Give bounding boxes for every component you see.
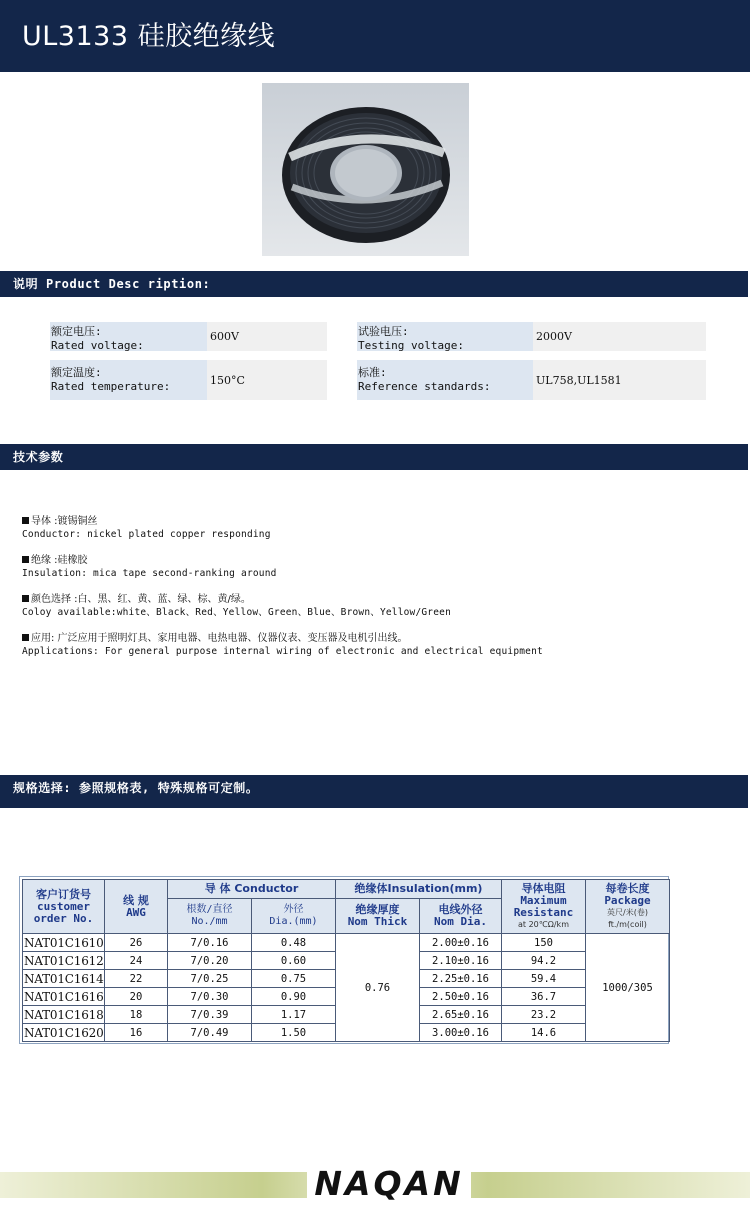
cell-strands: 7/0.16: [168, 934, 252, 952]
cell-odia: 2.00±0.16: [420, 934, 502, 952]
section-header-description: 说明 Product Desc ription:: [0, 271, 748, 297]
header-conductor: 导 体 Conductor: [168, 880, 336, 899]
param-zh: 应用: 广泛应用于照明灯具、家用电器、电热电器、仪器仪表、变压器及电机引出线。: [31, 633, 408, 644]
header-text: Nom Thick: [347, 915, 408, 928]
spec-value-reference-standards: UL758,UL1581: [533, 360, 706, 400]
param-colors: [22, 593, 543, 619]
cell-order: NAT01C1618: [24, 1007, 104, 1022]
spec-label-rated-temperature: [50, 360, 207, 400]
parameter-list: [22, 515, 543, 671]
bullet-square-icon: [22, 556, 29, 563]
cell-awg: 16: [105, 1024, 168, 1042]
cell-awg: 20: [105, 988, 168, 1006]
spec-label-zh: 额定温度:: [51, 366, 102, 379]
header-text: customer: [37, 899, 90, 913]
spec-label-en: Rated voltage:: [51, 339, 144, 352]
logo-wordmark: NAQAN: [314, 1164, 464, 1202]
section-header-selection: 规格选择: 参照规格表, 特殊规格可定制。: [0, 775, 748, 808]
header-text: Resistanc: [513, 905, 574, 919]
header-package: [586, 880, 670, 934]
header-text: No./mm: [191, 916, 228, 927]
header-order-no: [23, 880, 105, 934]
param-en: Applications: For general purpose internal wiring of electronic and electrical equipment: [22, 646, 543, 657]
header-text: 客户订货号: [36, 887, 91, 901]
header-text: 导体电阻: [521, 881, 566, 895]
cell-strands: 7/0.30: [168, 988, 252, 1006]
param-en: Insulation: mica tape second-ranking around: [22, 568, 277, 579]
cell-order: NAT01C1610: [24, 935, 104, 950]
cell-resistance: 94.2: [502, 952, 586, 970]
spec-table: [22, 879, 670, 1042]
header-text: 英尺/米(卷): [607, 907, 648, 917]
spec-table-frame: [19, 876, 669, 1044]
spec-value-rated-voltage: 600V: [207, 322, 327, 351]
cell-odia: 2.50±0.16: [420, 988, 502, 1006]
cell-dia: 0.90: [252, 988, 336, 1006]
cell-order: NAT01C1614: [24, 971, 104, 986]
spec-label-en: Reference standards:: [358, 380, 491, 393]
spec-label-en: Testing voltage:: [358, 339, 464, 352]
bullet-square-icon: [22, 517, 29, 524]
spec-value-testing-voltage: 2000V: [533, 322, 706, 351]
param-zh: 导体 :镀锡铜丝: [31, 516, 98, 527]
cell-dia: 0.48: [252, 934, 336, 952]
cell-awg: 24: [105, 952, 168, 970]
spec-value-rated-temperature: 150°C: [207, 360, 327, 400]
param-applications: [22, 632, 543, 658]
wire-coil-image: [262, 83, 469, 256]
header-text: ft./m(coil): [608, 919, 647, 929]
header-text: 线 规: [123, 893, 149, 907]
cell-awg: 22: [105, 970, 168, 988]
cell-resistance: 23.2: [502, 1006, 586, 1024]
naqan-logo-icon: [312, 1162, 467, 1202]
header-insulation: 绝缘体Insulation(mm): [336, 880, 502, 899]
header-text: 绝缘厚度: [355, 903, 400, 916]
cell-resistance: 14.6: [502, 1024, 586, 1042]
param-en: Coloy available:white、Black、Red、Yellow、Green、Blue、Brown、Yellow/Green: [22, 607, 451, 618]
header-nom-thick: [336, 899, 420, 934]
table-row: [23, 934, 670, 952]
spec-label-en: Rated temperature:: [51, 380, 171, 393]
param-zh: 颜色选择 :白、黑、红、黄、蓝、绿、棕、黄/绿。: [31, 594, 251, 605]
spec-label-zh: 试验电压:: [358, 325, 409, 338]
spec-label-reference-standards: [357, 360, 533, 400]
header-text: 外径: [283, 904, 304, 915]
header-text: Dia.(mm): [269, 916, 318, 927]
bullet-square-icon: [22, 595, 29, 602]
cell-strands: 7/0.49: [168, 1024, 252, 1042]
spec-label-zh: 标准:: [358, 366, 387, 379]
param-zh: 绝缘 :硅橡胶: [31, 555, 88, 566]
param-conductor: [22, 515, 543, 541]
header-text: AWG: [126, 905, 146, 919]
cell-order: NAT01C1612: [24, 953, 104, 968]
cell-dia: 0.60: [252, 952, 336, 970]
header-text: Nom Dia.: [434, 915, 487, 928]
cell-odia: 2.10±0.16: [420, 952, 502, 970]
spec-label-testing-voltage: [357, 322, 533, 351]
bullet-square-icon: [22, 634, 29, 641]
cell-dia: 0.75: [252, 970, 336, 988]
cell-awg: 18: [105, 1006, 168, 1024]
header-strands: [168, 899, 252, 934]
header-diameter: [252, 899, 336, 934]
cell-odia: 2.65±0.16: [420, 1006, 502, 1024]
product-photo: [262, 83, 469, 256]
spec-label-zh: 额定电压:: [51, 325, 102, 338]
section-header-parameters: 技术参数: [0, 444, 748, 470]
title-bar: [0, 0, 750, 72]
brand-logo: [312, 1162, 467, 1202]
cell-odia: 2.25±0.16: [420, 970, 502, 988]
cell-odia: 3.00±0.16: [420, 1024, 502, 1042]
header-resistance: [502, 880, 586, 934]
cell-resistance: 59.4: [502, 970, 586, 988]
header-text: Package: [604, 893, 651, 907]
cell-order: NAT01C1620: [24, 1025, 104, 1040]
cell-nom-thick: 0.76: [336, 934, 420, 1042]
cell-resistance: 150: [502, 934, 586, 952]
header-text: Maximum: [520, 893, 567, 907]
cell-dia: 1.50: [252, 1024, 336, 1042]
header-text: order No.: [33, 911, 94, 925]
header-text: 根数/直径: [186, 904, 233, 915]
cell-package: 1000/305: [586, 934, 670, 1042]
header-text: 每卷长度: [605, 881, 650, 895]
cell-order: NAT01C1616: [24, 989, 104, 1004]
header-text: at 20℃Ω/km: [518, 919, 569, 929]
header-nom-dia: [420, 899, 502, 934]
header-text: 电线外径: [438, 903, 483, 916]
spec-label-rated-voltage: [50, 322, 207, 351]
cell-dia: 1.17: [252, 1006, 336, 1024]
cell-strands: 7/0.39: [168, 1006, 252, 1024]
header-awg: [105, 880, 168, 934]
page-title: UL3133 硅胶绝缘线: [22, 21, 276, 52]
param-en: Conductor: nickel plated copper responding: [22, 529, 271, 540]
param-insulation: [22, 554, 543, 580]
cell-resistance: 36.7: [502, 988, 586, 1006]
cell-strands: 7/0.20: [168, 952, 252, 970]
cell-strands: 7/0.25: [168, 970, 252, 988]
cell-awg: 26: [105, 934, 168, 952]
